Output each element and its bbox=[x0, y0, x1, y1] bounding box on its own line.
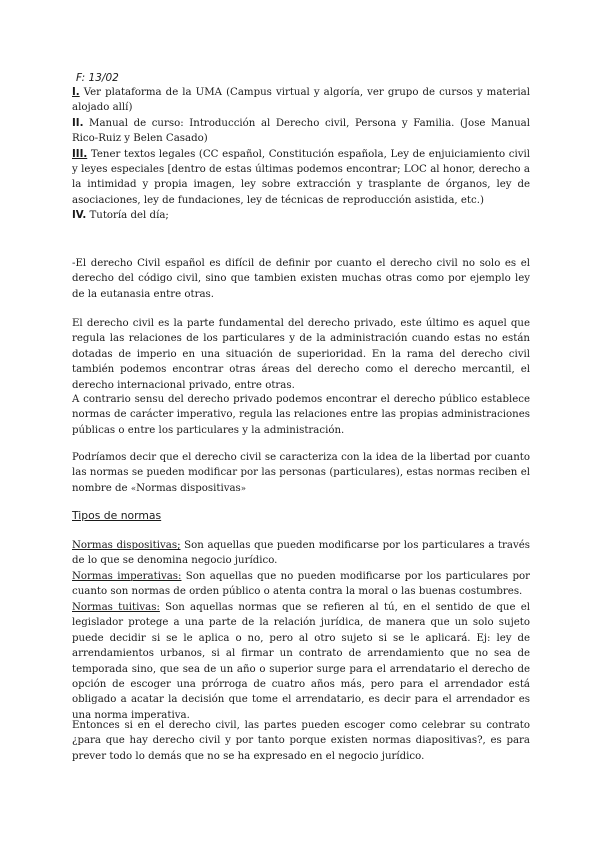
definition-text: Son aquellas normas que se refieren al tú, en el sentido de que el legislador protege a una parte de la relación jurídica, de manera que un solo sujeto puede decidir si se le aplica o no, pero al otro sujeto si se le aplicará. Ej: ley de arrendamientos urbanos, si al firmar un contrato de arrendamiento que no sea de temporada sino, que sea de un año o superior surge para el arrendatario el derecho de opción de escoger una prórroga de cuatro años más, pero para el arrendador está obligado a acatar la decisión que tome el arrendatario, es decir para el arrendador es una norma imperativa. bbox=[72, 602, 531, 721]
term-label: Normas tuitivas: bbox=[72, 602, 160, 613]
list-text: Tener textos legales (CC español, Constitución española, Ley de enjuiciamiento civil y leyes especiales [dentro de estas últimas podemos encontrar; LOC al honor, derecho a la intimidad y propia imagen, ley sobre extracción y trasplante de órganos, ley de asociaciones, ley de fundaciones, ley de técnicas de reproducción asistida, etc.) bbox=[72, 148, 530, 206]
list-text: Ver plataforma de la UMA (Campus virtual y algoría, ver grupo de cursos y material alojado allí) bbox=[72, 87, 530, 114]
task-list bbox=[72, 85, 530, 224]
paragraph-text: Podríamos decir que el derecho civil se caracteriza con la idea de la libertad por cuanto las normas se pueden modificar por las personas (particulares), estas normas reciben el nombre de bbox=[72, 452, 530, 494]
definition-text: Son aquellas que no pueden modificarse por los particulares por cuanto son normas de orden público o atenta contra la moral o las buenas costumbres. bbox=[72, 571, 530, 598]
quote-open: « bbox=[130, 483, 137, 494]
paragraph-freedom bbox=[72, 450, 530, 497]
list-number: III. bbox=[72, 148, 88, 160]
definition-dispositive bbox=[72, 538, 530, 569]
paragraph-definition: -El derecho Civil español es difícil de definir por cuanto el derecho civil no solo es el derecho del código civil, sino que tambien existen muchas otras como por ejemplo ley de la eutanasia entre otras. bbox=[72, 258, 530, 300]
definition-imperative bbox=[72, 569, 530, 600]
list-number: IV. bbox=[72, 210, 87, 222]
section-heading: Tipos de normas bbox=[72, 509, 162, 522]
definition-protective bbox=[72, 600, 530, 723]
list-text: Manual de curso: Introducción al Derecho civil, Persona y Familia. (Jose Manual Rico-Ruiz y Belen Casado) bbox=[72, 117, 530, 145]
list-item bbox=[72, 85, 530, 116]
list-item bbox=[72, 147, 530, 209]
list-item bbox=[72, 208, 530, 223]
list-text: Tutoría del día; bbox=[86, 210, 169, 222]
list-number: II. bbox=[72, 117, 84, 129]
term-label: Normas imperativas: bbox=[72, 571, 182, 582]
list-number: I. bbox=[72, 87, 80, 98]
paragraph-private-law: El derecho civil es la parte fundamental del derecho privado, este último es aquel que regula las relaciones de los particulares y de la administración cuando estas no están dotadas de imperio en una situación de superioridad. En la rama del derecho civil también podemos encontrar otras áreas del derecho como el derecho mercantil, el derecho internacional privado, entre otras. bbox=[72, 318, 530, 391]
quote-close: » bbox=[240, 483, 247, 494]
paragraph-public-law: A contrario sensu del derecho privado podemos encontrar el derecho público establece normas de carácter imperativo, regula las relaciones entre las propias administraciones públicas o entre los particulares y la administración. bbox=[72, 394, 530, 436]
date-label: F: 13/02 bbox=[76, 72, 119, 84]
paragraph-conclusion: Entonces si en el derecho civil, las partes pueden escoger como celebrar su contrato ¿para que hay derecho civil y por tanto porque existen normas diapositivas?, es para prever todo lo demás que no se ha expresado en el negocio jurídico. bbox=[72, 720, 530, 762]
definition-text: Son aquellas que pueden modificarse por los particulares a través de lo que se denomina negocio jurídico. bbox=[72, 540, 531, 567]
list-item bbox=[72, 116, 530, 147]
dispositive-term: Normas dispositivas bbox=[136, 482, 241, 494]
term-label: Normas dispositivas; bbox=[72, 540, 181, 551]
